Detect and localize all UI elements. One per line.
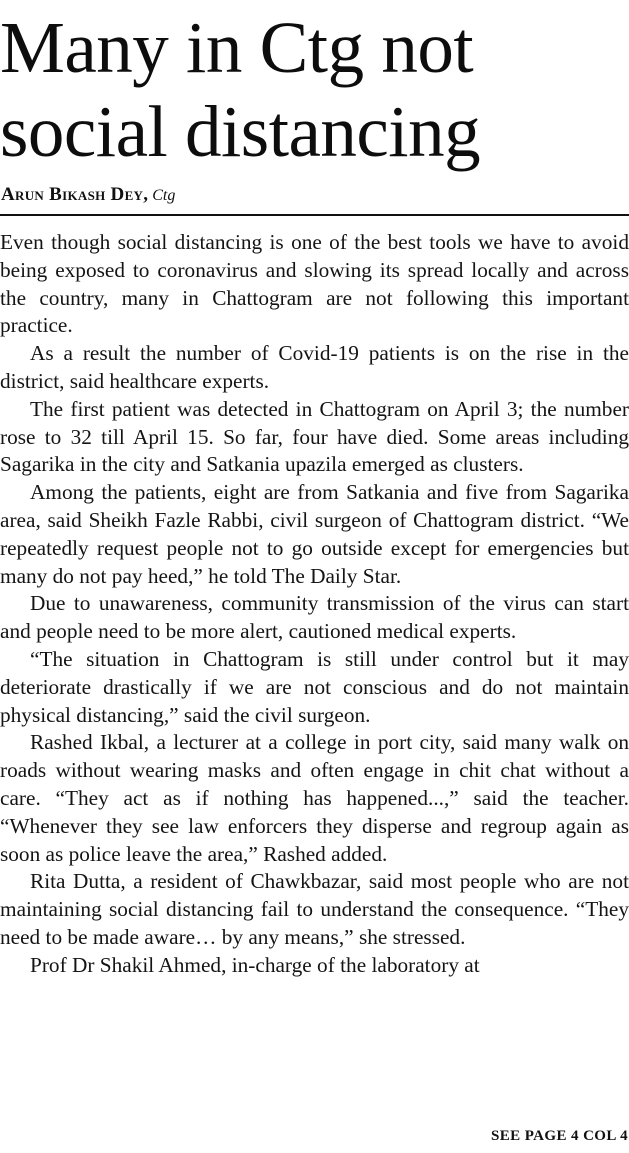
headline-line-1: Many in Ctg not xyxy=(0,7,474,88)
article-paragraph: Among the patients, eight are from Satkania and five from Sagarika area, said Sheikh Fazle Rabbi, civil surgeon of Chattogram district. “We repeatedly request people not to go outside except for emergencies but many do not pay heed,” he told The Daily Star. xyxy=(0,480,629,588)
headline-line-2: social distancing xyxy=(0,91,481,172)
article-paragraph: “The situation in Chattogram is still under control but it may deteriorate drastically if we are not conscious and do not maintain physical distancing,” said the civil surgeon. xyxy=(0,646,629,727)
article-paragraph: The first patient was detected in Chattogram on April 3; the number rose to 32 till April 15. So far, four have died. Some areas including Sagarika in the city and Satkania upazila emerged as clusters. xyxy=(0,396,629,477)
byline-divider xyxy=(0,214,629,216)
byline-author: Arun Bikash Dey xyxy=(1,184,144,205)
byline-place: Ctg xyxy=(152,187,176,204)
article-paragraph: Prof Dr Shakil Ahmed, in-charge of the laboratory at xyxy=(30,952,480,977)
article-paragraph: Rashed Ikbal, a lecturer at a college in port city, said many walk on roads without wearing masks and often engage in chit chat without a care. “They act as if nothing has happened...,” said the teacher. “Whenever they see law enforcers they disperse and regroup again as soon as police leave the area,” Rashed added. xyxy=(0,730,629,866)
article-body xyxy=(0,229,629,980)
article-paragraph: Rita Dutta, a resident of Chawkbazar, said most people who are not maintaining social distancing fail to understand the consequence. “They need to be made aware… by any means,” she stressed. xyxy=(0,869,629,949)
article-paragraph: Even though social distancing is one of the best tools we have to avoid being exposed to coronavirus and slowing its spread locally and across the country, many in Chattogram are not following this important practice. xyxy=(0,230,629,338)
article-paragraph: As a result the number of Covid-19 patients is on the rise in the district, said healthcare experts. xyxy=(0,341,629,393)
headline xyxy=(0,6,629,174)
continuation-reference: SEE PAGE 4 COL 4 xyxy=(491,1128,628,1144)
byline-separator: , xyxy=(143,184,148,205)
byline xyxy=(1,184,175,207)
article-paragraph: Due to unawareness, community transmission of the virus can start and people need to be more alert, cautioned medical experts. xyxy=(0,591,629,644)
